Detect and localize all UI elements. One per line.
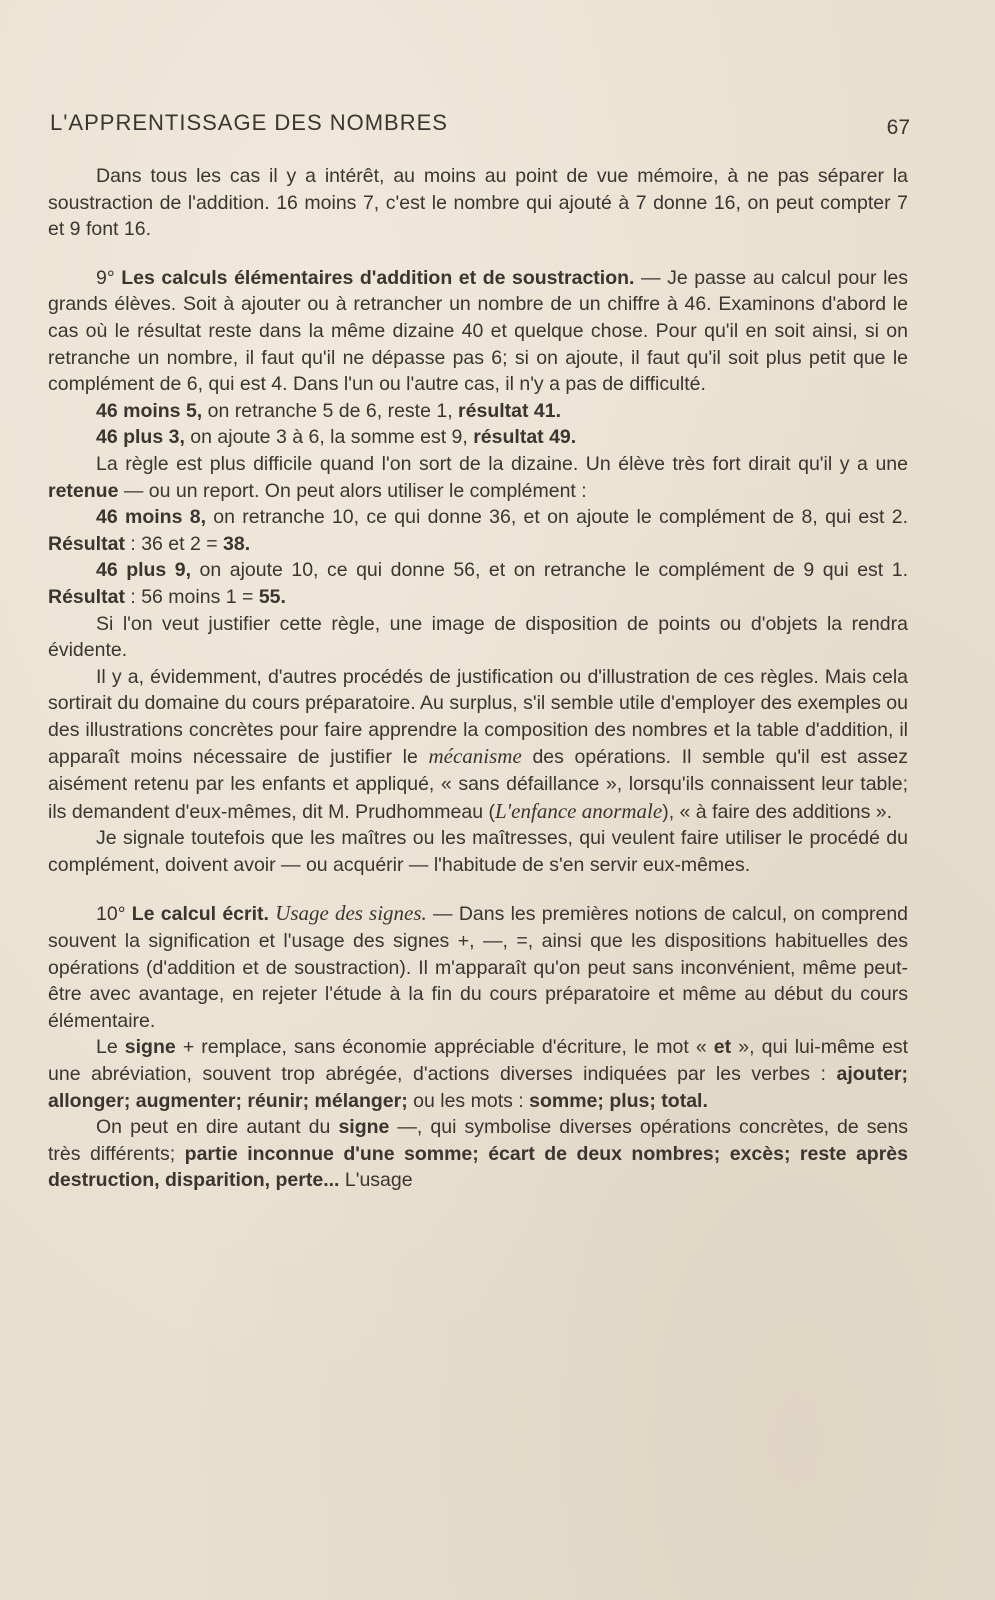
result-label: Résultat (48, 532, 125, 555)
paragraph-signe-plus (48, 1034, 908, 1114)
body-text (48, 163, 908, 1194)
example-text: : 36 et 2 = (124, 532, 224, 555)
section-9-text: — Je passe au calcul pour les grands élèves. Soit à ajouter ou à retrancher un nombre de un chiffre à 46. Examinons d'abord le cas où le résultat reste dans la même dizaine 40 et quelque chose. Pour qu'il en soit ainsi, si on retranche un nombre, il faut qu'il ne dépasse pas 6; si on ajoute, il faut qu'il soit plus petit que le complément de 6, qui est 4. Dans l'un ou l'autre cas, il n'y a pas de difficulté. (48, 266, 908, 396)
paragraph-text: On peut en dire autant du (96, 1116, 339, 1139)
example-46-moins-8 (48, 504, 908, 557)
term-signe: signe (124, 1036, 176, 1059)
example-text: on ajoute 10, ce qui donne 56, et on retranche le complément de 9 qui est 1. (191, 559, 908, 582)
example-label: 46 moins 5, (96, 399, 203, 422)
paragraph-justification: Si l'on veut justifier cette règle, une image de disposition de points ou d'objets la rendra évidente. (48, 612, 908, 662)
term-verbs: ajouter; allonger; augmenter; réunir; mélanger; (48, 1063, 908, 1112)
example-46-moins-5 (48, 398, 908, 425)
example-46-plus-3 (48, 424, 908, 451)
paragraph-intro: Dans tous les cas il y a intérêt, au moins au point de vue mémoire, à ne pas séparer la soustraction de l'addition. 16 moins 7, c'est le nombre qui ajouté à 7 donne 16, on peut compter 7 et 9 font 16. (48, 165, 908, 241)
term-words: somme; plus; total. (529, 1089, 708, 1112)
example-text: on ajoute 3 à 6, la somme est 9, (184, 426, 474, 449)
example-result: résultat 49. (473, 426, 577, 449)
example-text: : 56 moins 1 = (124, 585, 259, 608)
paragraph-text: + remplace, sans économie appréciable d'écriture, le mot « (175, 1036, 714, 1059)
term-retenue: retenue (48, 479, 119, 502)
term-mecanisme: mécanisme (428, 744, 522, 769)
term-signe: signe (338, 1116, 390, 1139)
paragraph-retenue (48, 451, 908, 504)
citation-title: L'enfance anormale (495, 798, 663, 823)
example-text: on retranche 5 de 6, reste 1, (202, 399, 459, 422)
paragraph-text: Le (96, 1036, 125, 1059)
result-label: Résultat (48, 585, 125, 608)
example-label: 46 moins 8, (96, 506, 206, 529)
paragraph-complement: Je signale toutefois que les maîtres ou les maîtresses, qui veulent faire utiliser le procédé du complément, doivent avoir — ou acquérir — l'habitude de s'en servir eux-mêmes. (48, 827, 908, 876)
paragraph-text: des opérations. Il semble qu'il est assez aisément retenu par les enfants et appliqué, « sans défaillance », lorsqu'ils connaissent leur table; ils demandent d'eux-mêmes, dit M. Prudhommeau ( (48, 746, 908, 823)
paragraph-text: L'usage (339, 1169, 413, 1192)
example-result: résultat 41. (458, 399, 562, 422)
example-label: 46 plus 9, (96, 559, 192, 582)
section-9 (48, 265, 908, 398)
paragraph-text: La règle est plus difficile quand l'on sort de la dizaine. Un élève très fort dirait qu'il y a une (96, 452, 908, 475)
section-10-text: — Dans les premières notions de calcul, on comprend souvent la signification et l'usage des signes +, —, =, ainsi que les dispositions habituelles des opérations (d'addition et de soustraction). Il m'apparaît qu'on peut sans inconvénient, même peut-être avec avantage, en rejeter l'étude à la fin du cours préparatoire et même au début du cours élémentaire. (48, 903, 909, 1032)
section-9-title: Les calculs élémentaires d'addition et de soustraction. (121, 266, 635, 289)
paragraph-mecanisme (48, 664, 908, 826)
section-10-number: 10° (96, 903, 126, 926)
section-9-number: 9° (96, 266, 115, 289)
section-10-subtitle: Usage des signes. (275, 901, 427, 926)
example-label: 46 plus 3, (96, 426, 185, 449)
term-et: et (713, 1036, 732, 1059)
paragraph-text: », qui lui-même est une abréviation, souvent trop abrégée, d'actions diverses indiquées par les verbes : (48, 1036, 908, 1085)
example-text: on retranche 10, ce qui donne 36, et on ajoute le complément de 8, qui est 2. (205, 506, 908, 529)
paragraph-text: —, qui symbolise diverses opérations concrètes, de sens très différents; (48, 1116, 908, 1165)
running-title: L'APPRENTISSAGE DES NOMBRES (50, 110, 448, 135)
paragraph-signe-moins (48, 1114, 908, 1194)
term-operations: partie inconnue d'une somme; écart de deux nombres; excès; reste après destruction, disparition, perte... (48, 1142, 908, 1192)
paragraph-text: Il y a, évidemment, d'autres procédés de justification ou d'illustration de ces règles. Mais cela sortirait du domaine du cours préparatoire. Au surplus, s'il semble utile d'employer des exemples ou des illustrations concrètes pour faire apprendre la composition des nombres et la table d'addition, il apparaît moins nécessaire de justifier le (48, 665, 908, 769)
section-10-title: Le calcul écrit. (131, 903, 269, 926)
running-head (50, 110, 910, 140)
paragraph-text: ou les mots : (407, 1089, 530, 1112)
example-result: 55. (258, 585, 286, 608)
section-10 (48, 900, 908, 1034)
paragraph-text: ), « à faire des additions ». (662, 800, 893, 823)
example-result: 38. (223, 532, 251, 555)
page-number: 67 (886, 116, 910, 139)
example-46-plus-9 (48, 557, 908, 610)
paragraph-text: — ou un report. On peut alors utiliser le complément : (118, 479, 587, 502)
